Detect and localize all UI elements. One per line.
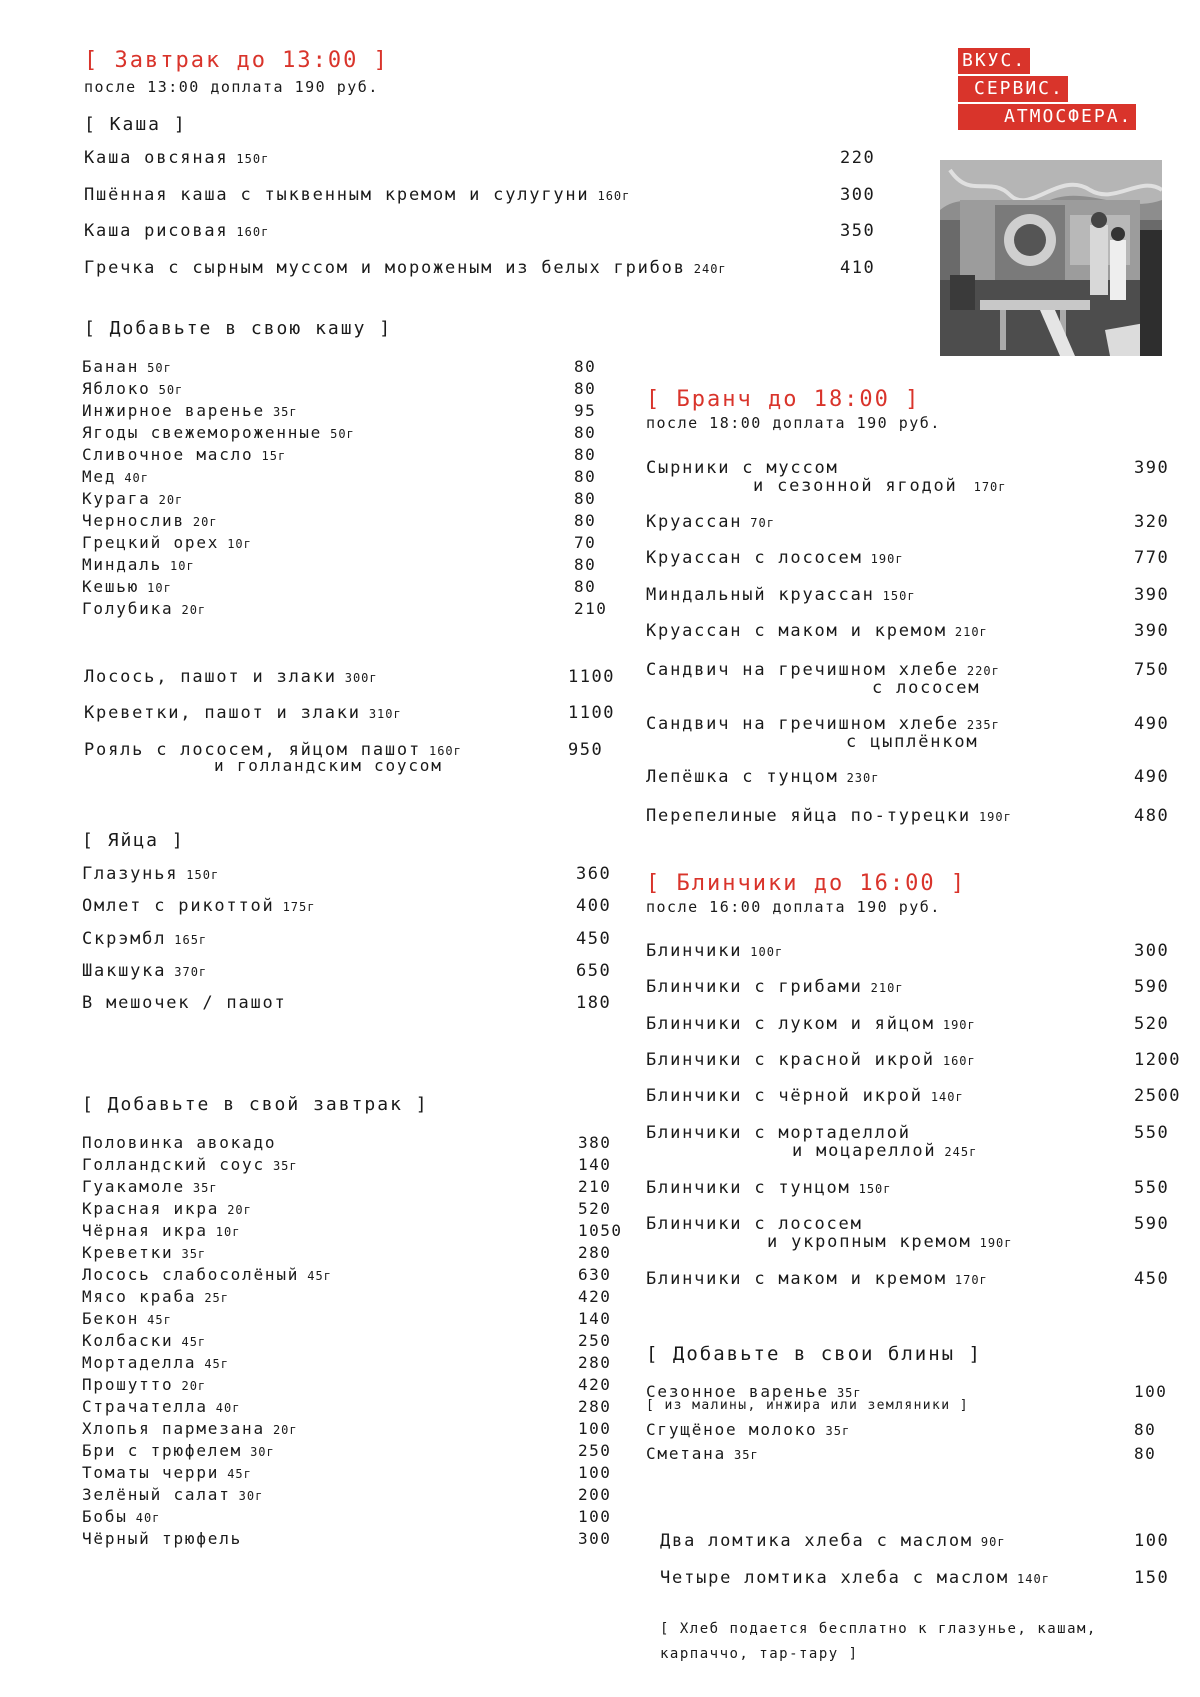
list-item: Красная икра 20г bbox=[82, 1199, 252, 1218]
list-item: Миндальный круассан 150г bbox=[646, 585, 916, 605]
cafe-interior-image bbox=[940, 160, 1162, 356]
list-item: Прошутто 20г bbox=[82, 1375, 207, 1394]
list-item: Шакшука 370г bbox=[82, 961, 208, 981]
item-price: 490 bbox=[1134, 714, 1170, 734]
list-item: Голубика 20г bbox=[82, 599, 207, 618]
list-item: Чёрный трюфель bbox=[82, 1529, 243, 1548]
list-item: Блинчики с лососем bbox=[646, 1214, 863, 1234]
pancakes-title: [ Блинчики до 16:00 ] bbox=[646, 871, 967, 896]
list-item: Курага 20г bbox=[82, 489, 184, 508]
item-price: 590 bbox=[1134, 977, 1170, 997]
breakfast-subtitle: после 13:00 доплата 190 руб. bbox=[84, 78, 379, 96]
item-price: 390 bbox=[1134, 585, 1170, 605]
list-item: Креветки, пашот и злаки 310г bbox=[84, 703, 402, 723]
list-item: Миндаль 10г bbox=[82, 555, 195, 574]
list-item: Рояль с лососем, яйцом пашот 160г bbox=[84, 740, 462, 760]
list-item: Глазунья 150г bbox=[82, 864, 220, 884]
item-price: 250 bbox=[578, 1441, 612, 1460]
bread-note-line-1: [ Хлеб подается бесплатно к глазунье, кашам, bbox=[660, 1621, 1097, 1637]
item-price: 100 bbox=[578, 1463, 612, 1482]
item-price: 1100 bbox=[568, 703, 615, 723]
porridge-addons-header: [ Добавьте в свою кашу ] bbox=[84, 318, 393, 339]
item-price: 410 bbox=[840, 258, 876, 278]
item-price: 450 bbox=[1134, 1269, 1170, 1289]
item-price: 280 bbox=[578, 1397, 612, 1416]
item-price: 95 bbox=[574, 401, 597, 420]
brand-tag-service: СЕРВИС. bbox=[958, 76, 1068, 102]
item-price: 390 bbox=[1134, 621, 1170, 641]
list-item: Ягоды свежемороженные 50г bbox=[82, 423, 355, 442]
list-item: Лосось, пашот и злаки 300г bbox=[84, 667, 378, 687]
list-item: Блинчики с грибами 210г bbox=[646, 977, 904, 997]
item-price: 420 bbox=[578, 1375, 612, 1394]
list-item: Инжирное варенье 35г bbox=[82, 401, 298, 420]
brand-tag-taste: ВКУС. bbox=[958, 48, 1030, 74]
list-item: Блинчики с мортаделлой bbox=[646, 1123, 911, 1143]
item-price: 1050 bbox=[578, 1221, 623, 1240]
list-item: Бекон 45г bbox=[82, 1309, 172, 1328]
list-item: Сандвич на гречишном хлебе 235г bbox=[646, 714, 1000, 734]
item-price: 480 bbox=[1134, 806, 1170, 826]
list-item: Сливочное масло 15г bbox=[82, 445, 287, 464]
item-price: 950 bbox=[568, 740, 604, 760]
item-line-two: и укропным кремом 190г bbox=[767, 1232, 1013, 1252]
list-item: Половинка авокадо bbox=[82, 1133, 277, 1152]
item-price: 220 bbox=[840, 148, 876, 168]
list-item: Блинчики 100г bbox=[646, 941, 784, 961]
list-item: Кешью 10г bbox=[82, 577, 172, 596]
item-price: 770 bbox=[1134, 548, 1170, 568]
list-item: В мешочек / пашот bbox=[82, 993, 287, 1013]
item-price: 320 bbox=[1134, 512, 1170, 532]
item-price: 80 bbox=[574, 511, 597, 530]
item-price: 250 bbox=[578, 1331, 612, 1350]
item-price: 400 bbox=[576, 896, 612, 916]
list-item: Бобы 40г bbox=[82, 1507, 161, 1526]
item-price: 150 bbox=[1134, 1568, 1170, 1588]
list-item: Мед 40г bbox=[82, 467, 149, 486]
list-item: Сметана 35г bbox=[646, 1444, 759, 1463]
list-item: Круассан 70г bbox=[646, 512, 775, 532]
list-item: Страчателла 40г bbox=[82, 1397, 241, 1416]
item-price: 80 bbox=[574, 489, 597, 508]
item-price: 1100 bbox=[568, 667, 615, 687]
item-price: 300 bbox=[840, 185, 876, 205]
list-item: Банан 50г bbox=[82, 357, 172, 376]
list-item: Сандвич на гречишном хлебе 220г bbox=[646, 660, 1000, 680]
brunch-subtitle: после 18:00 доплата 190 руб. bbox=[646, 414, 941, 432]
list-item: Лосось слабосолёный 45г bbox=[82, 1265, 332, 1284]
list-item: Блинчики с красной икрой 160г bbox=[646, 1050, 976, 1070]
item-line-two: и моцареллой 245г bbox=[792, 1141, 978, 1161]
item-price: 300 bbox=[578, 1529, 612, 1548]
list-item: Блинчики с чёрной икрой 140г bbox=[646, 1086, 964, 1106]
list-item: Каша рисовая 160г bbox=[84, 221, 270, 241]
eggs-header: [ Яйца ] bbox=[82, 830, 185, 851]
list-item: Пшённая каша с тыквенным кремом и сулугуни 160г bbox=[84, 185, 631, 205]
breakfast-addons-header: [ Добавьте в свой завтрак ] bbox=[82, 1094, 429, 1115]
list-item: Чернослив 20г bbox=[82, 511, 218, 530]
item-price: 100 bbox=[578, 1507, 612, 1526]
item-price: 200 bbox=[578, 1485, 612, 1504]
list-item: Голландский соус 35г bbox=[82, 1155, 298, 1174]
item-price: 280 bbox=[578, 1353, 612, 1372]
list-item: Грецкий орех 10г bbox=[82, 533, 252, 552]
list-item: Лепёшка с тунцом 230г bbox=[646, 767, 880, 787]
item-price: 100 bbox=[1134, 1382, 1168, 1401]
item-price: 350 bbox=[840, 221, 876, 241]
list-item: Сгущёное молоко 35г bbox=[646, 1420, 851, 1439]
item-line-two: и голландским соусом bbox=[214, 756, 443, 775]
brand-tag-atmosphere: АТМОСФЕРА. bbox=[958, 104, 1136, 130]
item-price: 100 bbox=[578, 1419, 612, 1438]
pancakes-subtitle: после 16:00 доплата 190 руб. bbox=[646, 898, 941, 916]
item-price: 80 bbox=[574, 379, 597, 398]
list-item: Креветки 35г bbox=[82, 1243, 207, 1262]
item-price: 420 bbox=[578, 1287, 612, 1306]
item-price: 210 bbox=[574, 599, 608, 618]
list-item: Мясо краба 25г bbox=[82, 1287, 230, 1306]
item-price: 140 bbox=[578, 1309, 612, 1328]
list-item: Колбаски 45г bbox=[82, 1331, 207, 1350]
item-price: 300 bbox=[1134, 941, 1170, 961]
item-price: 80 bbox=[1134, 1420, 1157, 1439]
breakfast-title: [ Завтрак до 13:00 ] bbox=[84, 48, 389, 73]
item-price: 140 bbox=[578, 1155, 612, 1174]
brunch-title: [ Бранч до 18:00 ] bbox=[646, 387, 921, 412]
item-price: 80 bbox=[1134, 1444, 1157, 1463]
item-price: 520 bbox=[578, 1199, 612, 1218]
item-price: 80 bbox=[574, 555, 597, 574]
list-item: Четыре ломтика хлеба с маслом 140г bbox=[660, 1568, 1050, 1588]
item-price: 390 bbox=[1134, 458, 1170, 478]
list-item: Блинчики с луком и яйцом 190г bbox=[646, 1014, 976, 1034]
list-item: Каша овсяная 150г bbox=[84, 148, 270, 168]
item-price: 520 bbox=[1134, 1014, 1170, 1034]
list-item: Бри с трюфелем 30г bbox=[82, 1441, 275, 1460]
porridge-header: [ Каша ] bbox=[84, 114, 187, 135]
list-item: Скрэмбл 165г bbox=[82, 929, 208, 949]
cafe-interior-photo bbox=[940, 160, 1162, 356]
item-price: 1200 bbox=[1134, 1050, 1181, 1070]
item-price: 180 bbox=[576, 993, 612, 1013]
item-note: [ из малины, инжира или земляники ] bbox=[646, 1398, 969, 1413]
list-item: Круассан с маком и кремом 210г bbox=[646, 621, 988, 641]
list-item: Гуакамоле 35г bbox=[82, 1177, 218, 1196]
list-item: Блинчики с маком и кремом 170г bbox=[646, 1269, 988, 1289]
list-item: Зелёный салат 30г bbox=[82, 1485, 264, 1504]
item-line-two: с лососем bbox=[872, 678, 981, 698]
item-price: 380 bbox=[578, 1133, 612, 1152]
list-item: Томаты черри 45г bbox=[82, 1463, 252, 1482]
list-item: Два ломтика хлеба с маслом 90г bbox=[660, 1531, 1006, 1551]
list-item: Круассан с лососем 190г bbox=[646, 548, 904, 568]
item-price: 80 bbox=[574, 577, 597, 596]
list-item: Чёрная икра 10г bbox=[82, 1221, 241, 1240]
pancake-addons-header: [ Добавьте в свои блины ] bbox=[646, 1343, 982, 1365]
item-price: 490 bbox=[1134, 767, 1170, 787]
item-price: 210 bbox=[578, 1177, 612, 1196]
list-item: Перепелиные яйца по-турецки 190г bbox=[646, 806, 1012, 826]
bread-note-line-2: карпаччо, тар-тару ] bbox=[660, 1646, 859, 1662]
item-price: 550 bbox=[1134, 1123, 1170, 1143]
list-item: Мортаделла 45г bbox=[82, 1353, 230, 1372]
item-price: 100 bbox=[1134, 1531, 1170, 1551]
item-price: 750 bbox=[1134, 660, 1170, 680]
list-item: Блинчики с тунцом 150г bbox=[646, 1178, 892, 1198]
item-price: 360 bbox=[576, 864, 612, 884]
list-item: Сезонное варенье 35г bbox=[646, 1382, 862, 1401]
item-price: 80 bbox=[574, 445, 597, 464]
list-item: Хлопья пармезана 20г bbox=[82, 1419, 298, 1438]
item-line-two: и сезонной ягодой 170г bbox=[753, 476, 1007, 496]
item-price: 80 bbox=[574, 467, 597, 486]
list-item: Омлет с рикоттой 175г bbox=[82, 896, 316, 916]
item-price: 70 bbox=[574, 533, 597, 552]
item-price: 80 bbox=[574, 423, 597, 442]
item-price: 2500 bbox=[1134, 1086, 1181, 1106]
list-item: Сырники с муссом bbox=[646, 458, 839, 478]
list-item: Яблоко 50г bbox=[82, 379, 184, 398]
item-price: 550 bbox=[1134, 1178, 1170, 1198]
list-item: Гречка с сырным муссом и мороженым из белых грибов 240г bbox=[84, 258, 727, 278]
item-price: 590 bbox=[1134, 1214, 1170, 1234]
item-price: 630 bbox=[578, 1265, 612, 1284]
item-price: 450 bbox=[576, 929, 612, 949]
item-price: 280 bbox=[578, 1243, 612, 1262]
item-price: 80 bbox=[574, 357, 597, 376]
item-line-two: с цыплёнком bbox=[846, 732, 979, 752]
item-price: 650 bbox=[576, 961, 612, 981]
